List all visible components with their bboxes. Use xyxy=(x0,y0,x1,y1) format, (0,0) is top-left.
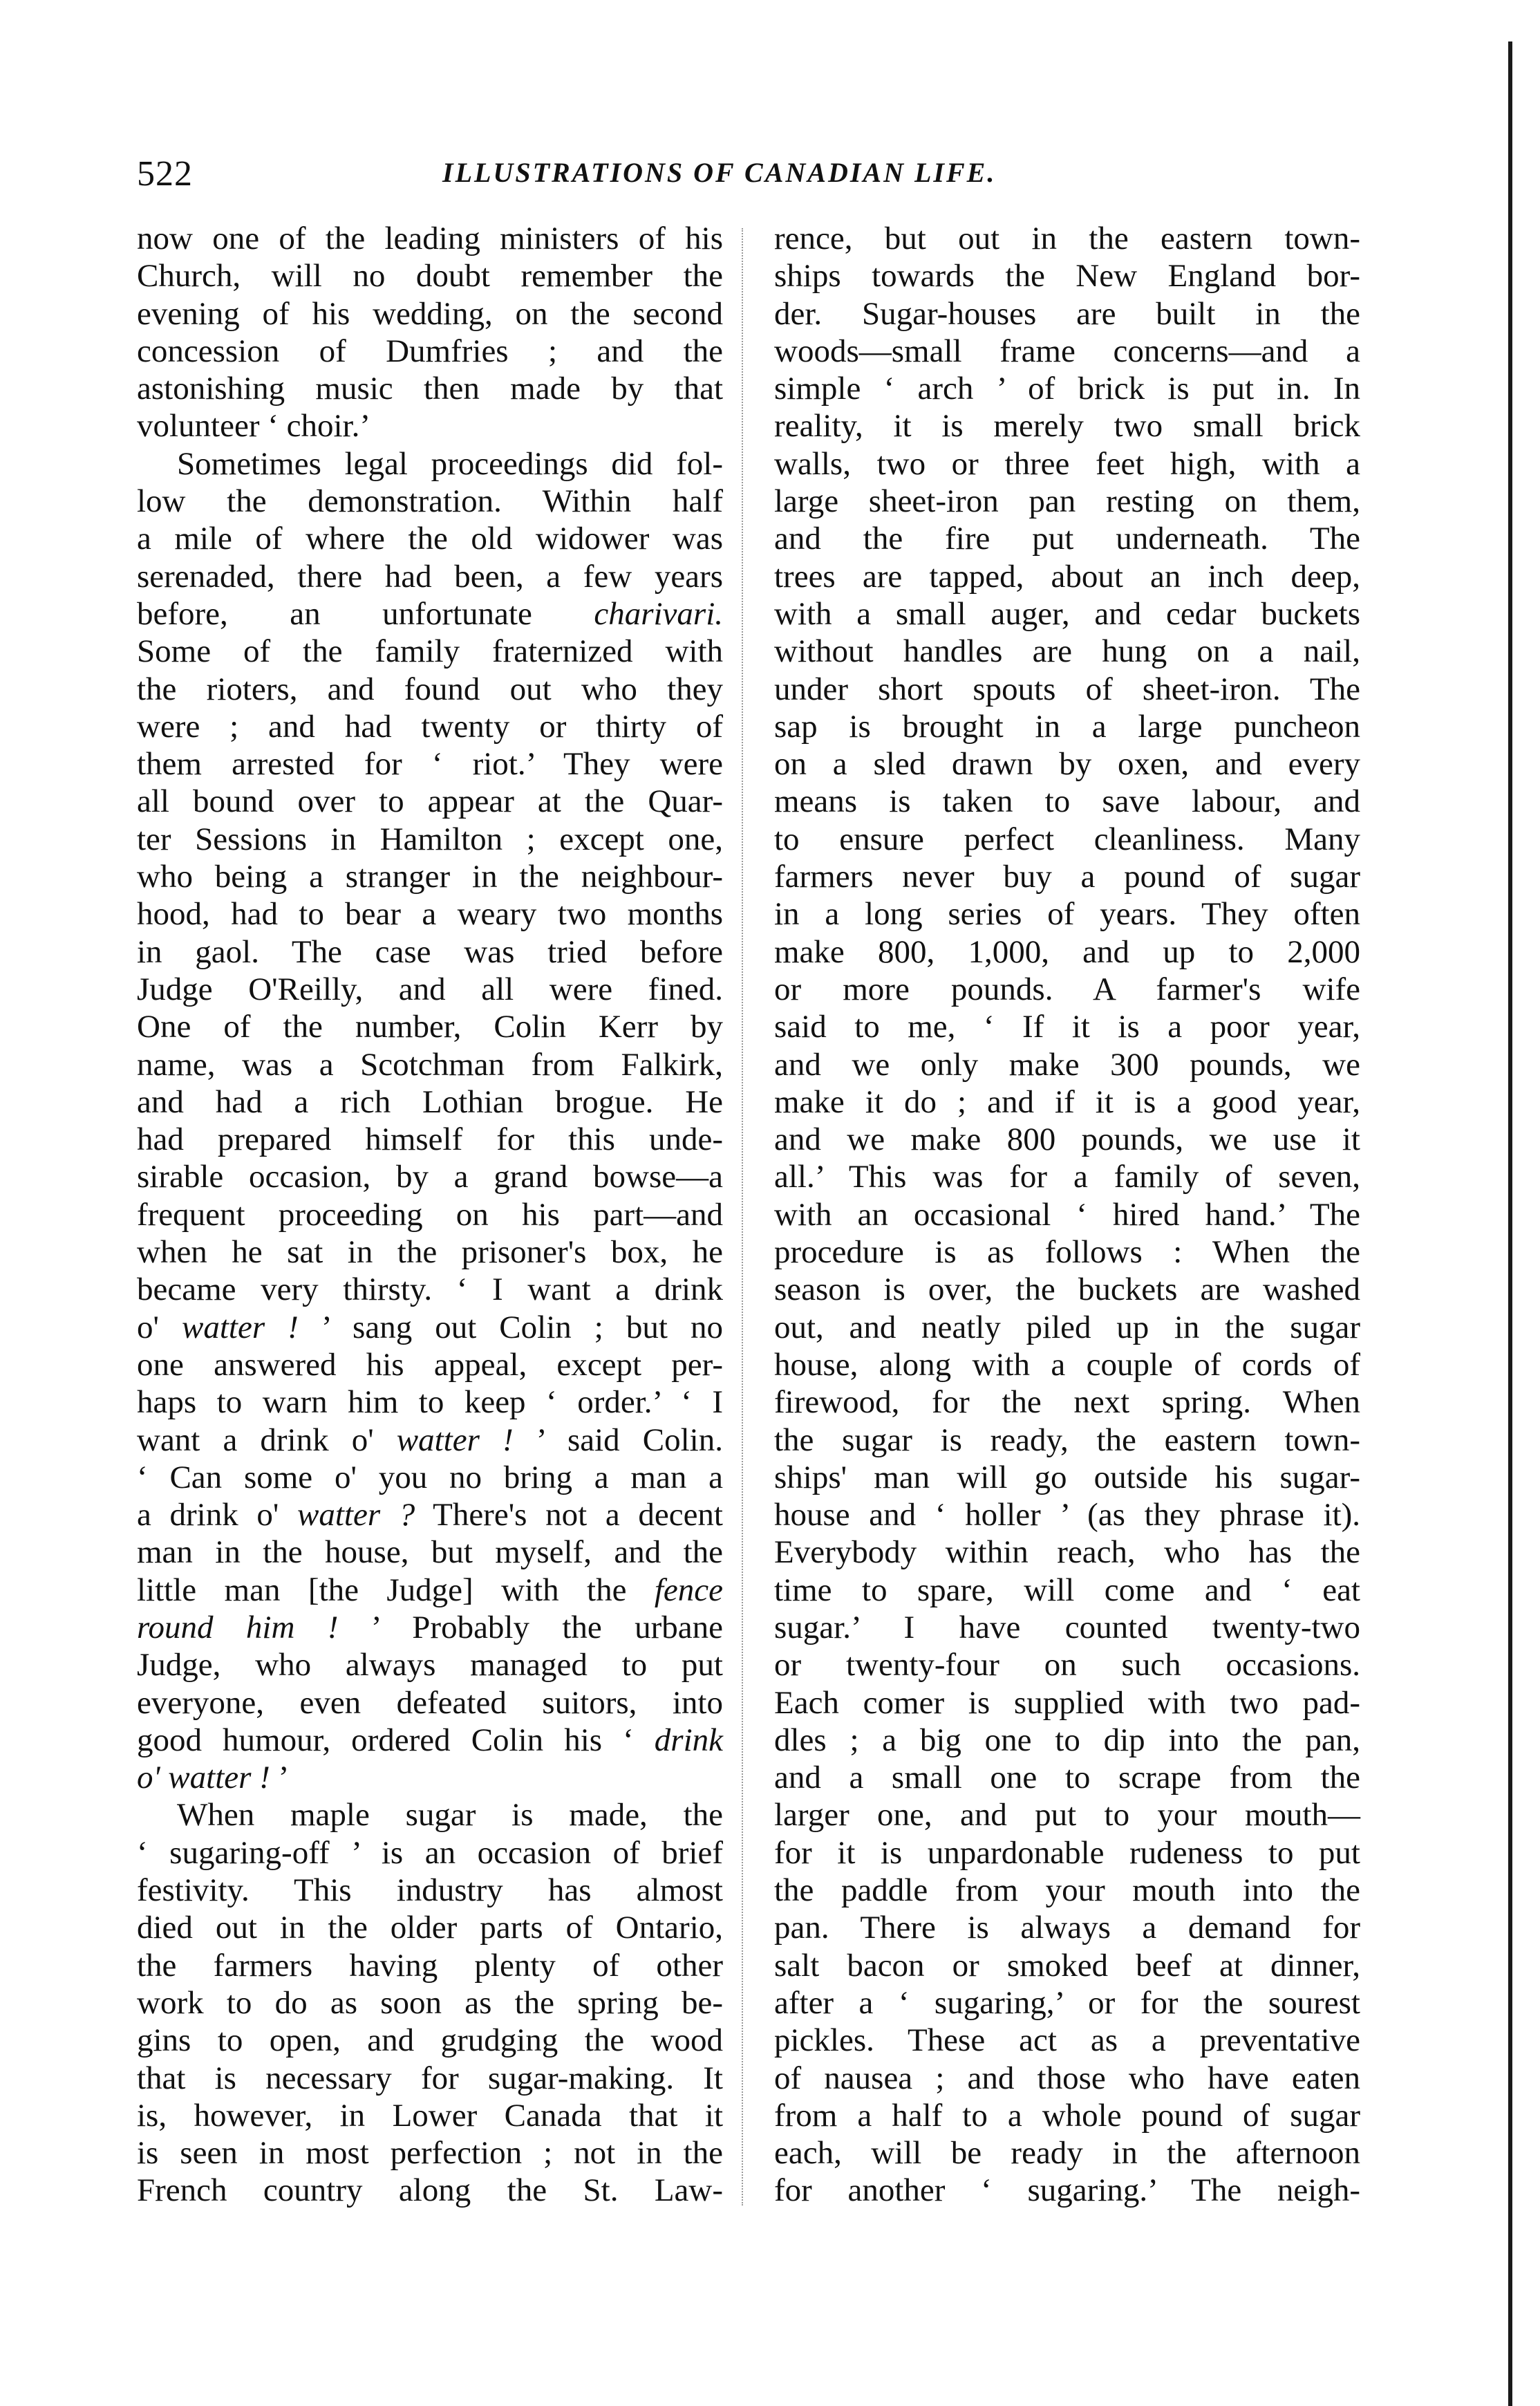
line: serenaded, there had been, a few years xyxy=(137,558,723,595)
line xyxy=(137,1309,723,1346)
line: astonishing music then made by that xyxy=(137,371,723,407)
page-number: 522 xyxy=(137,154,193,194)
line: Everybody within reach, who has the xyxy=(774,1534,1360,1571)
line: had prepared himself for this unde- xyxy=(137,1121,723,1158)
line: ships towards the New England bor- xyxy=(774,258,1360,295)
line-segment: ’ Probably the urbane xyxy=(338,1609,723,1645)
line: ships' man will go outside his sugar- xyxy=(774,1459,1360,1495)
line: after a ‘ sugaring,’ or for the sourest xyxy=(774,1984,1360,2021)
line: them arrested for ‘ riot.’ They were xyxy=(137,746,723,783)
line xyxy=(137,1421,723,1459)
line: man in the house, but myself, and the xyxy=(137,1534,723,1571)
line: under short spouts of sheet-iron. The xyxy=(774,671,1360,707)
line: in gaol. The case was tried before xyxy=(137,933,723,970)
italic-term: fence xyxy=(654,1572,723,1608)
line: of nausea ; and those who have eaten xyxy=(774,2060,1360,2096)
line xyxy=(137,1496,723,1533)
line: walls, two or three feet high, with a xyxy=(774,445,1360,482)
line: simple ‘ arch ’ of brick is put in. In xyxy=(774,371,1360,407)
line: each, will be ready in the afternoon xyxy=(774,2135,1360,2172)
line: Each comer is supplied with two pad- xyxy=(774,1684,1360,1721)
line: large sheet-iron pan resting on them, xyxy=(774,483,1360,520)
line: Some of the family fraternized with xyxy=(137,633,723,670)
line: festivity. This industry has almost xyxy=(137,1872,723,1909)
line: means is taken to save labour, and xyxy=(774,783,1360,820)
line: and had a rich Lothian brogue. He xyxy=(137,1083,723,1120)
line: and the fire put underneath. The xyxy=(774,521,1360,557)
italic-term: drink xyxy=(654,1722,723,1758)
italic-term: o' watter ! xyxy=(137,1760,270,1796)
line: time to spare, will come and ‘ eat xyxy=(774,1572,1360,1608)
line: and we make 800 pounds, we use it xyxy=(774,1121,1360,1158)
line: the sugar is ready, the eastern town- xyxy=(774,1421,1360,1458)
line: volunteer ‘ choir.’ xyxy=(137,408,371,445)
line: said to me, ‘ If it is a poor year, xyxy=(774,1009,1360,1045)
line: or twenty-four on such occasions. xyxy=(774,1647,1360,1684)
line: became very thirsty. ‘ I want a drink xyxy=(137,1271,723,1308)
right-column xyxy=(774,220,1360,2210)
line: for another ‘ sugaring.’ The neigh- xyxy=(774,2172,1360,2209)
line: the rioters, and found out who they xyxy=(137,671,723,707)
line: out, and neatly piled up in the sugar xyxy=(774,1309,1360,1345)
line: sap is brought in a large puncheon xyxy=(774,708,1360,745)
line: all bound over to appear at the Quar- xyxy=(137,783,723,820)
line: When maple sugar is made, the xyxy=(177,1797,723,1834)
line: low the demonstration. Within half xyxy=(137,483,723,520)
line: and a small one to scrape from the xyxy=(774,1760,1360,1796)
line-segment: There's not a decent xyxy=(415,1497,723,1533)
line: Church, will no doubt remember the xyxy=(137,258,723,295)
italic-term: watter ? xyxy=(297,1497,415,1533)
line: in a long series of years. They often xyxy=(774,896,1360,933)
line: work to do as soon as the spring be- xyxy=(137,1984,723,2021)
line: now one of the leading ministers of his xyxy=(137,221,723,257)
line: French country along the St. Law- xyxy=(137,2172,723,2209)
line: on a sled drawn by oxen, and every xyxy=(774,746,1360,783)
line: Judge, who always managed to put xyxy=(137,1647,723,1684)
line: from a half to a whole pound of sugar xyxy=(774,2097,1360,2134)
line: sirable occasion, by a grand bowse—a xyxy=(137,1159,723,1195)
left-column xyxy=(137,220,723,2210)
line: salt bacon or smoked beef at dinner, xyxy=(774,1947,1360,1984)
line: larger one, and put to your mouth— xyxy=(774,1797,1360,1834)
line xyxy=(137,1609,723,1646)
line: pan. There is always a demand for xyxy=(774,1910,1360,1946)
line: haps to warn him to keep ‘ order.’ ‘ I xyxy=(137,1384,723,1421)
line: when he sat in the prisoner's box, he xyxy=(137,1234,723,1271)
line: is, however, in Lower Canada that it xyxy=(137,2097,723,2134)
line-segment: a drink o' xyxy=(137,1497,298,1533)
line: who being a stranger in the neighbour- xyxy=(137,859,723,895)
line: hood, had to bear a weary two months xyxy=(137,896,723,933)
line: rence, but out in the eastern town- xyxy=(774,221,1360,257)
line: were ; and had twenty or thirty of xyxy=(137,708,723,745)
line: evening of his wedding, on the second xyxy=(137,295,723,332)
line: reality, it is merely two small brick xyxy=(774,408,1360,445)
line: gins to open, and grudging the wood xyxy=(137,2022,723,2059)
page-edge-rule xyxy=(1508,41,1512,2406)
line xyxy=(137,1572,723,1609)
line: Judge O'Reilly, and all were fined. xyxy=(137,971,723,1007)
line: that is necessary for sugar-making. It xyxy=(137,2060,723,2096)
line: farmers never buy a pound of sugar xyxy=(774,859,1360,895)
line-segment: good humour, ordered Colin his ‘ xyxy=(137,1722,655,1758)
line: firewood, for the next spring. When xyxy=(774,1384,1360,1421)
line: make 800, 1,000, and up to 2,000 xyxy=(774,933,1360,970)
line: to ensure perfect cleanliness. Many xyxy=(774,821,1360,857)
line: name, was a Scotchman from Falkirk, xyxy=(137,1046,723,1083)
line: pickles. These act as a preventative xyxy=(774,2022,1360,2059)
line: the farmers having plenty of other xyxy=(137,1947,723,1984)
line: make it do ; and if it is a good year, xyxy=(774,1083,1360,1120)
line: the paddle from your mouth into the xyxy=(774,1872,1360,1909)
line: is seen in most perfection ; not in the xyxy=(137,2135,723,2172)
column-gutter-rule xyxy=(742,228,743,2206)
line: ‘ sugaring-off ’ is an occasion of brief xyxy=(137,1834,723,1871)
line-segment: o' xyxy=(137,1309,182,1345)
line: ‘ Can some o' you no bring a man a xyxy=(137,1459,723,1495)
line: or more pounds. A farmer's wife xyxy=(774,971,1360,1007)
line-segment: ’ said Colin. xyxy=(513,1421,723,1458)
line: dles ; a big one to dip into the pan, xyxy=(774,1722,1360,1758)
line xyxy=(137,1759,723,1796)
line: with an occasional ‘ hired hand.’ The xyxy=(774,1196,1360,1233)
line xyxy=(137,1722,723,1759)
line-segment: before, an unfortunate xyxy=(137,595,594,632)
italic-term: watter ! xyxy=(396,1421,514,1458)
line xyxy=(137,595,723,633)
running-head: ILLUSTRATIONS OF CANADIAN LIFE. xyxy=(442,157,997,188)
italic-term: watter ! xyxy=(182,1309,299,1345)
line: procedure is as follows : When the xyxy=(774,1234,1360,1271)
line: all.’ This was for a family of seven, xyxy=(774,1159,1360,1195)
line: ter Sessions in Hamilton ; except one, xyxy=(137,821,723,857)
line: One of the number, Colin Kerr by xyxy=(137,1009,723,1045)
line: concession of Dumfries ; and the xyxy=(137,333,723,369)
line: a mile of where the old widower was xyxy=(137,521,723,557)
line-segment: ’ sang out Colin ; but no xyxy=(298,1309,723,1345)
line-segment: little man [the Judge] with the xyxy=(137,1572,655,1608)
line-segment: want a drink o' xyxy=(137,1421,397,1458)
line: without handles are hung on a nail, xyxy=(774,633,1360,670)
line: for it is unpardonable rudeness to put xyxy=(774,1834,1360,1871)
line: one answered his appeal, except per- xyxy=(137,1346,723,1383)
line: Sometimes legal proceedings did fol- xyxy=(177,445,723,482)
line: everyone, even defeated suitors, into xyxy=(137,1684,723,1721)
italic-term: round him ! xyxy=(137,1609,339,1645)
line: woods—small frame concerns—and a xyxy=(774,333,1360,369)
line-segment: ’ xyxy=(270,1760,290,1796)
line: frequent proceeding on his part—and xyxy=(137,1196,723,1233)
line: house, along with a couple of cords of xyxy=(774,1346,1360,1383)
italic-term: charivari. xyxy=(594,595,723,632)
line: house and ‘ holler ’ (as they phrase it). xyxy=(774,1497,1360,1533)
line: with a small auger, and cedar buckets xyxy=(774,595,1360,632)
line: died out in the older parts of Ontario, xyxy=(137,1910,723,1946)
line: and we only make 300 pounds, we xyxy=(774,1046,1360,1083)
line: der. Sugar-houses are built in the xyxy=(774,295,1360,332)
line: season is over, the buckets are washed xyxy=(774,1271,1360,1308)
line: sugar.’ I have counted twenty-two xyxy=(774,1609,1360,1645)
line: trees are tapped, about an inch deep, xyxy=(774,558,1360,595)
